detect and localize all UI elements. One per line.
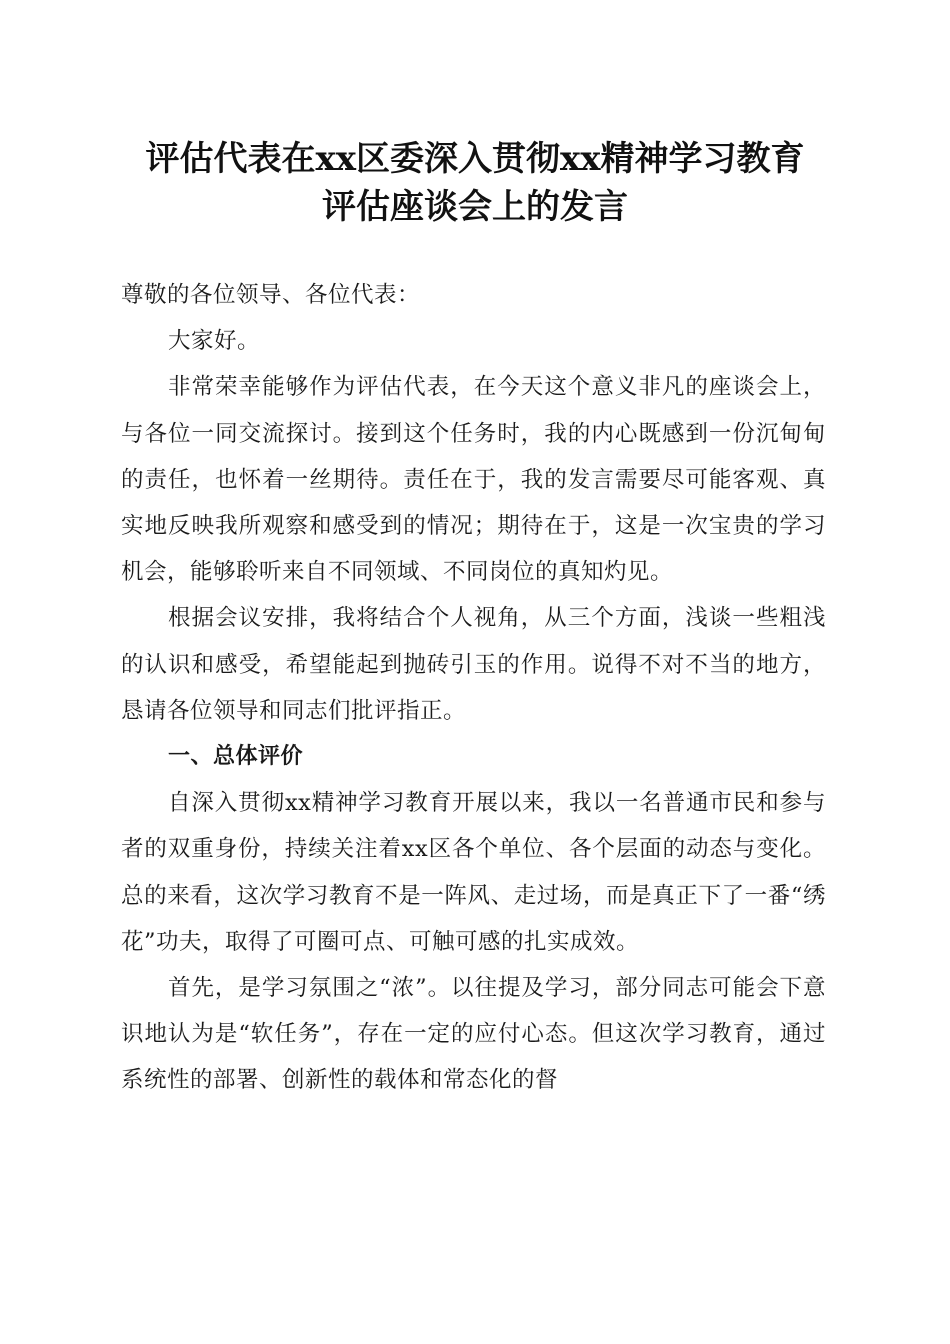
paragraph-overall: 自深入贯彻xx精神学习教育开展以来，我以一名普通市民和参与者的双重身份，持续关注着xx区各个单位、各个层面的动态与变化。总的来看，这次学习教育不是一阵风、走过场，而是真正下了一番“绣花”功夫，取得了可圈可点、可触可感的扎实成效。	[121, 790, 826, 955]
document-body	[121, 272, 826, 1104]
greeting: 大家好。	[168, 328, 261, 355]
document-title-line-2: 评估座谈会上的发言	[322, 187, 628, 227]
paragraph-arrangement: 根据会议安排，我将结合个人视角，从三个方面，浅谈一些粗浅的认识和感受，希望能起到抛砖引玉的作用。说得不对不当的地方，恳请各位领导和同志们批评指正。	[121, 605, 826, 724]
paragraph-opening: 非常荣幸能够作为评估代表，在今天这个意义非凡的座谈会上，与各位一同交流探讨。接到这个任务时，我的内心既感到一份沉甸甸的责任，也怀着一丝期待。责任在于，我的发言需要尽可能客观、真实地反映我所观察和感受到的情况；期待在于，这是一次宝贵的学习机会，能够聆听来自不同领域、不同岗位的真知灼见。	[121, 374, 826, 586]
document-title-line-1: 评估代表在xx区委深入贯彻xx精神学习教育	[145, 139, 805, 179]
section-heading-overall-evaluation: 一、总体评价	[168, 744, 304, 770]
salutation: 尊敬的各位领导、各位代表：	[121, 282, 421, 308]
paragraph-atmosphere: 首先，是学习氛围之“浓”。以往提及学习，部分同志可能会下意识地认为是“软任务”，存在一定的应付心态。但这次学习教育，通过系统性的部署、创新性的载体和常态化的督	[121, 975, 826, 1094]
